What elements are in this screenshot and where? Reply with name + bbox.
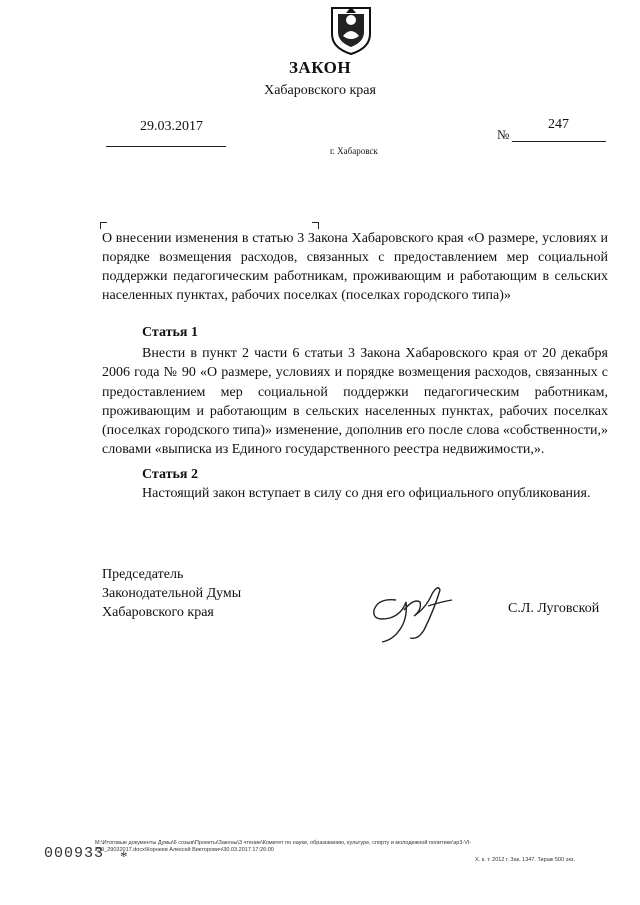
- position-line-3: Хабаровского края: [102, 605, 214, 620]
- article-1-body: Внести в пункт 2 части 6 статьи 3 Закона Хабаровского края от 20 декабря 2006 года № 90 «О размере, условиях и порядке возмещения расходов, связанных с предоставлением мер социальной поддержки педагогическим работникам, проживающим и работающим в сельских населенных пунктах, рабочих поселках (поселках городского типа)» изменение, дополнив его после слова «собственности,» словами «выписка из Единого государственного реестра недвижимости,».: [102, 346, 608, 458]
- document-topic: О внесении изменения в статью 3 Закона Хабаровского края «О размере, условиях и порядке возмещения расходов, связанных с предоставлением мер социальной поддержки педагогическим работникам, проживающим и работающим в сельских населенных пунктах, рабочих поселках (поселках городского типа)»: [102, 231, 608, 303]
- footer-path-line-2: 259_29032017.docx\Корнеев Алексей Викторович\30.03.2017 17:26:00: [95, 847, 274, 853]
- document-title: ЗАКОН: [288, 58, 352, 77]
- article-1-heading: Статья 1: [142, 325, 198, 340]
- footer-file-path: [95, 840, 471, 854]
- position-line-1: Председатель: [102, 567, 184, 582]
- document-date: 29.03.2017: [140, 119, 203, 134]
- city: г. Хабаровск: [330, 146, 378, 156]
- position-line-2: Законодательной Думы: [102, 586, 242, 601]
- article-2-heading: Статья 2: [142, 467, 198, 482]
- number-underline: [512, 141, 606, 142]
- footer-print-info: Х. к. т. 2012 г. Зак. 1347. Тираж 500 экз.: [475, 857, 575, 863]
- article-2-body: Настоящий закон вступает в силу со дня его официального опубликования.: [142, 486, 591, 501]
- number-label: №: [497, 127, 510, 142]
- document-subtitle: Хабаровского края: [264, 83, 376, 98]
- footer-mark: *: [120, 849, 128, 865]
- footer-registration-code: 000933: [44, 845, 105, 862]
- footer-path-line-1: M:\Итоговые документы Думы\6 созыв\Проекты\Законы\3 чтение\Комитет по науке, образованию, культуре, спорту и молодежной политике\зр3-VI-: [95, 840, 472, 846]
- handwritten-signature: [368, 580, 458, 646]
- signer-name: С.Л. Луговской: [508, 601, 600, 616]
- topic-corner-right: [312, 222, 319, 229]
- date-underline: [106, 146, 226, 147]
- signer-position: [102, 565, 241, 622]
- document-number: 247: [548, 117, 569, 132]
- topic-corner-left: [100, 222, 107, 229]
- coat-of-arms-icon: [328, 4, 374, 56]
